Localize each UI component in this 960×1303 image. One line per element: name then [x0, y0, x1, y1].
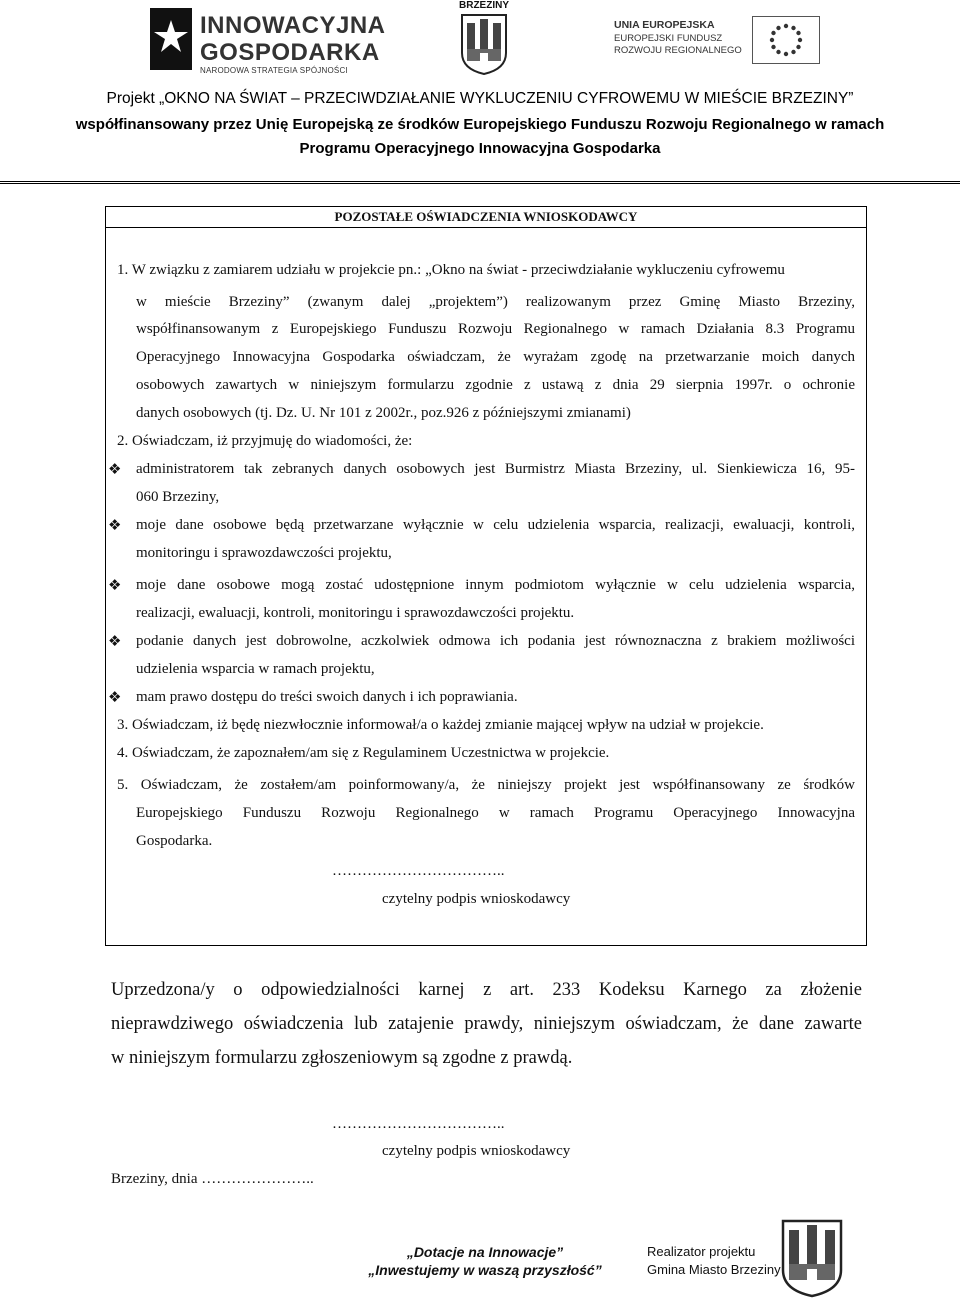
statement-line-7: 2. Oświadczam, iż przyjmuję do wiadomości, że: — [117, 433, 413, 449]
header-divider — [0, 181, 960, 182]
bullet-icon: ❖ — [108, 576, 122, 594]
footer-slogan-1: „Dotacje na Innowacje” — [406, 1244, 564, 1260]
project-title: Projekt „OKNO NA ŚWIAT – PRZECIWDZIAŁANIE WYKLUCZENIU CYFROWEMU W MIEŚCIE BRZEZINY” — [106, 90, 854, 107]
statement-line-9: 060 Brzeziny, — [136, 489, 220, 505]
statement-line-12: moje dane osobowe mogą zostać udostępnione innym podmiotom wyłącznie w celu udzielenia wsparcia, — [136, 577, 855, 593]
warning-line-2: nieprawdziwego oświadczenia lub zatajenie prawdy, niniejszym oświadczam, że dane zawarte — [111, 1014, 862, 1034]
statement-line-14: podanie danych jest dobrowolne, aczkolwiek odmowa ich podania jest równoznaczna z brakiem możliwości — [136, 633, 855, 649]
innowacyjna-gospodarka-logo — [150, 6, 390, 76]
statement-box — [105, 206, 867, 946]
castle-shield-icon — [780, 1218, 844, 1298]
statement-line-1: 1. W związku z zamiarem udziału w projekcie pn.: „Okno na świat - przeciwdziałanie wykluczeniu cyfrowemu — [117, 262, 785, 278]
box-signature-label: czytelny podpis wnioskodawcy — [382, 891, 571, 907]
statement-line-5: osobowych zawartych w niniejszym formularzu zgodnie z ustawą z dnia 29 sierpnia 1997r. o ochronie — [136, 377, 855, 393]
statement-line-21: Gospodarka. — [136, 833, 213, 849]
statement-line-2: w mieście Brzeziny” (zwanym dalej „projektem”) realizowanym przez Gminę Miasto Brzeziny, — [136, 294, 855, 310]
unia-europejska-logo — [614, 16, 824, 66]
brzeziny-logo-name: BRZEZINY — [459, 0, 509, 11]
bullet-icon: ❖ — [108, 516, 122, 534]
bullet-icon: ❖ — [108, 632, 122, 650]
realizer-name: Gmina Miasto Brzeziny — [647, 1262, 781, 1277]
program-line: Programu Operacyjnego Innowacyjna Gospodarka — [299, 140, 661, 157]
ig-line3: NARODOWA STRATEGIA SPÓJNOŚCI — [200, 66, 348, 75]
signature-label: czytelny podpis wnioskodawcy — [382, 1143, 571, 1159]
statement-line-6: danych osobowych (tj. Dz. U. Nr 101 z 2002r., poz.926 z późniejszymi zmianami) — [136, 405, 631, 421]
signature-dots: …………………………….. — [332, 1116, 505, 1132]
statement-title: POZOSTAŁE OŚWIADCZENIA WNIOSKODAWCY — [106, 207, 866, 228]
realizer-label: Realizator projektu — [647, 1244, 756, 1259]
ue-line2: EUROPEJSKI FUNDUSZ — [614, 33, 723, 44]
bullet-icon: ❖ — [108, 460, 122, 478]
statement-line-20: Europejskiego Funduszu Rozwoju Regionalnego w ramach Programu Operacyjnego Innowacyjna — [136, 805, 855, 821]
ig-line2: GOSPODARKA — [200, 39, 380, 66]
footer-slogan-2: „Inwestujemy w waszą przyszłość” — [368, 1262, 602, 1278]
statement-line-18: 4. Oświadczam, że zapoznałem/am się z Regulaminem Uczestnictwa w projekcie. — [117, 745, 610, 761]
brzeziny-coat-of-arms — [456, 0, 512, 76]
statement-line-8: administratorem tak zebranych danych osobowych jest Burmistrz Miasta Brzeziny, ul. Sienkiewicza 16, 95- — [136, 461, 855, 477]
statement-line-16: mam prawo dostępu do treści swoich danych i ich poprawiania. — [136, 689, 518, 705]
statement-line-11: monitoringu i sprawozdawczości projektu, — [136, 545, 392, 561]
cofinancing-line: współfinansowany przez Unię Europejską ze środków Europejskiego Funduszu Rozwoju Regionalnego w ramach — [75, 116, 885, 133]
statement-line-13: realizacji, ewaluacji, kontroli, monitoringu i sprawozdawczości projektu. — [136, 605, 575, 621]
castle-shield-icon — [460, 13, 508, 75]
box-signature-dots: …………………………….. — [332, 863, 505, 879]
statement-line-10: moje dane osobowe będą przetwarzane wyłącznie w celu udzielenia wsparcia, realizacji, ewaluacji, kontroli, — [136, 517, 855, 533]
place-date-field: Brzeziny, dnia ………………….. — [111, 1171, 314, 1187]
ue-line1: UNIA EUROPEJSKA — [614, 19, 715, 31]
warning-line-3: w niniejszym formularzu zgłoszeniowym są zgodne z prawdą. — [111, 1048, 573, 1068]
statement-line-3: współfinansowanym z Europejskiego Funduszu Rozwoju Regionalnego w ramach Działania 8.3 Programu — [136, 321, 855, 337]
brzeziny-footer-logo — [780, 1218, 844, 1298]
ig-star-icon — [150, 8, 192, 70]
warning-line-1: Uprzedzona/y o odpowiedzialności karnej z art. 233 Kodeksu Karnego za złożenie — [111, 980, 862, 1000]
bullet-icon: ❖ — [108, 688, 122, 706]
statement-line-4: Operacyjnego Innowacyjna Gospodarka oświadczam, że wyrażam zgodę na przetwarzanie moich danych — [136, 349, 855, 365]
eu-flag-icon — [752, 16, 820, 64]
ig-line1: INNOWACYJNA — [200, 12, 386, 39]
statement-line-17: 3. Oświadczam, iż będę niezwłocznie informował/a o każdej zmianie mającej wpływ na udział w projekcie. — [117, 717, 764, 733]
header-divider-2 — [0, 183, 960, 184]
ue-line3: ROZWOJU REGIONALNEGO — [614, 45, 742, 56]
statement-line-19: 5. Oświadczam, że zostałem/am poinformowany/a, że niniejszy projekt jest współfinansowany ze środków — [117, 777, 855, 793]
statement-line-15: udzielenia wsparcia w ramach projektu, — [136, 661, 375, 677]
